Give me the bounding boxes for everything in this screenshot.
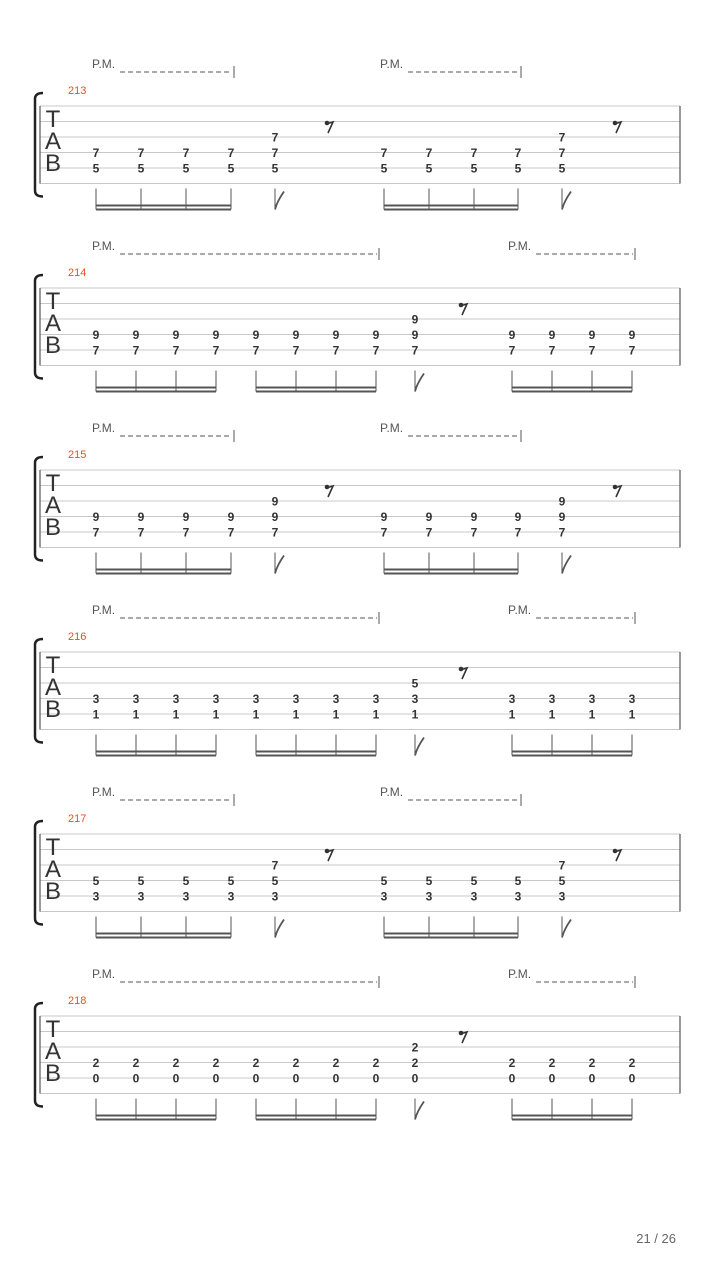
fret-number: 5 — [182, 161, 190, 176]
note-flag — [562, 192, 571, 210]
fret-number: 5 — [411, 676, 419, 691]
fret-number: 7 — [558, 858, 566, 873]
system-bracket — [35, 821, 43, 925]
palm-mute-label: P.M. — [92, 239, 116, 253]
fret-number: 9 — [132, 328, 140, 342]
fret-number: 3 — [271, 889, 279, 904]
fret-number: 0 — [411, 1071, 419, 1086]
fret-number: 0 — [92, 1071, 100, 1086]
measure-number: 218 — [68, 995, 87, 1007]
fret-number: 3 — [252, 692, 260, 706]
fret-number: 2 — [212, 1056, 220, 1070]
fret-number: 7 — [380, 146, 388, 160]
fret-number: 1 — [548, 707, 556, 722]
fret-number: 3 — [132, 692, 140, 706]
fret-number: 3 — [508, 692, 516, 706]
system-bracket — [35, 1003, 43, 1107]
fret-number: 7 — [271, 858, 279, 873]
tab-clef-letter: B — [44, 150, 62, 177]
fret-number: 9 — [92, 328, 100, 342]
tab-clef-letter: T — [45, 652, 61, 679]
fret-number: 1 — [588, 707, 596, 722]
fret-number: 2 — [548, 1056, 556, 1070]
fret-number: 7 — [182, 146, 190, 160]
fret-number: 7 — [588, 343, 596, 358]
fret-number: 0 — [628, 1071, 636, 1086]
fret-number: 9 — [628, 328, 636, 342]
fret-number: 9 — [182, 510, 190, 524]
fret-number: 5 — [380, 161, 388, 176]
page-number: 21 / 26 — [636, 1231, 676, 1246]
fret-number: 9 — [252, 328, 260, 342]
tab-clef-letter: B — [44, 696, 62, 723]
system-bracket — [35, 639, 43, 743]
fret-number: 0 — [332, 1071, 340, 1086]
fret-number: 5 — [425, 161, 433, 176]
measure-number: 217 — [68, 813, 87, 825]
fret-number: 2 — [172, 1056, 180, 1070]
fret-number: 9 — [508, 328, 516, 342]
fret-number: 9 — [588, 328, 596, 342]
fret-number: 7 — [182, 525, 190, 540]
note-flag — [275, 556, 284, 574]
fret-number: 1 — [212, 707, 220, 722]
fret-number: 7 — [212, 343, 220, 358]
fret-number: 7 — [271, 525, 279, 540]
tab-clef-letter: A — [44, 128, 62, 155]
fret-number: 2 — [411, 1040, 419, 1055]
fret-number: 2 — [132, 1056, 140, 1070]
fret-number: 0 — [212, 1071, 220, 1086]
fret-number: 7 — [227, 146, 235, 160]
fret-number: 3 — [548, 692, 556, 706]
fret-number: 5 — [380, 874, 388, 888]
fret-number: 9 — [380, 510, 388, 524]
fret-number: 0 — [588, 1071, 596, 1086]
fret-number: 7 — [425, 525, 433, 540]
fret-number: 2 — [628, 1056, 636, 1070]
tab-clef-letter: T — [45, 106, 61, 133]
tab-clef-letter: B — [44, 332, 62, 359]
fret-number: 9 — [411, 328, 419, 342]
fret-number: 0 — [252, 1071, 260, 1086]
eighth-rest — [614, 850, 621, 861]
fret-number: 3 — [92, 889, 100, 904]
fret-number: 5 — [514, 874, 522, 888]
fret-number: 2 — [588, 1056, 596, 1070]
fret-number: 7 — [380, 525, 388, 540]
fret-number: 9 — [372, 328, 380, 342]
palm-mute-label: P.M. — [508, 967, 532, 981]
fret-number: 7 — [425, 146, 433, 160]
tab-system-217 — [35, 785, 680, 938]
fret-number: 7 — [514, 525, 522, 540]
fret-number: 3 — [628, 692, 636, 706]
fret-number: 1 — [372, 707, 380, 722]
tab-system-214 — [35, 239, 680, 392]
fret-number: 1 — [628, 707, 636, 722]
fret-number: 7 — [137, 146, 145, 160]
system-bracket — [35, 93, 43, 197]
fret-number: 7 — [372, 343, 380, 358]
palm-mute-label: P.M. — [92, 421, 116, 435]
fret-number: 9 — [514, 510, 522, 524]
fret-number: 2 — [92, 1056, 100, 1070]
fret-number: 3 — [137, 889, 145, 904]
fret-number: 7 — [92, 146, 100, 160]
fret-number: 0 — [372, 1071, 380, 1086]
tab-clef-letter: B — [44, 1060, 62, 1087]
tab-clef-letter: T — [45, 470, 61, 497]
fret-number: 1 — [252, 707, 260, 722]
palm-mute-label: P.M. — [508, 603, 532, 617]
measure-number: 216 — [68, 631, 87, 643]
fret-number: 9 — [411, 312, 419, 327]
fret-number: 2 — [252, 1056, 260, 1070]
fret-number: 9 — [425, 510, 433, 524]
fret-number: 7 — [558, 130, 566, 145]
palm-mute-label: P.M. — [92, 967, 116, 981]
fret-number: 1 — [292, 707, 300, 722]
fret-number: 9 — [227, 510, 235, 524]
fret-number: 0 — [132, 1071, 140, 1086]
palm-mute-label: P.M. — [92, 57, 116, 71]
fret-number: 7 — [470, 146, 478, 160]
fret-number: 1 — [172, 707, 180, 722]
fret-number: 3 — [212, 692, 220, 706]
system-bracket — [35, 275, 43, 379]
fret-number: 0 — [508, 1071, 516, 1086]
fret-number: 2 — [508, 1056, 516, 1070]
fret-number: 3 — [372, 692, 380, 706]
fret-number: 5 — [227, 161, 235, 176]
palm-mute-label: P.M. — [380, 421, 404, 435]
fret-number: 5 — [92, 161, 100, 176]
note-flag — [562, 556, 571, 574]
tab-clef-letter: A — [44, 856, 62, 883]
fret-number: 5 — [470, 874, 478, 888]
palm-mute-label: P.M. — [92, 603, 116, 617]
eighth-rest — [460, 1032, 467, 1043]
tab-clef-letter: T — [45, 288, 61, 315]
fret-number: 5 — [92, 874, 100, 888]
tab-system-213 — [35, 57, 680, 210]
fret-number: 0 — [292, 1071, 300, 1086]
system-bracket — [35, 457, 43, 561]
eighth-rest — [614, 122, 621, 133]
eighth-rest — [326, 122, 333, 133]
fret-number: 7 — [558, 525, 566, 540]
tab-system-216 — [35, 603, 680, 756]
eighth-rest — [460, 668, 467, 679]
note-flag — [275, 920, 284, 938]
note-flag — [275, 192, 284, 210]
note-flag — [415, 374, 424, 392]
fret-number: 5 — [137, 874, 145, 888]
fret-number: 3 — [514, 889, 522, 904]
fret-number: 5 — [425, 874, 433, 888]
fret-number: 1 — [508, 707, 516, 722]
fret-number: 3 — [292, 692, 300, 706]
eighth-rest — [614, 486, 621, 497]
tab-clef-letter: A — [44, 492, 62, 519]
tab-clef-letter: A — [44, 310, 62, 337]
fret-number: 9 — [137, 510, 145, 524]
fret-number: 2 — [411, 1056, 419, 1070]
tab-clef-letter: B — [44, 878, 62, 905]
fret-number: 3 — [425, 889, 433, 904]
fret-number: 7 — [292, 343, 300, 358]
fret-number: 3 — [588, 692, 596, 706]
fret-number: 7 — [172, 343, 180, 358]
fret-number: 3 — [227, 889, 235, 904]
fret-number: 7 — [271, 146, 279, 160]
fret-number: 5 — [182, 874, 190, 888]
fret-number: 7 — [470, 525, 478, 540]
fret-number: 7 — [411, 343, 419, 358]
eighth-rest — [326, 850, 333, 861]
fret-number: 2 — [332, 1056, 340, 1070]
note-flag — [415, 1102, 424, 1120]
fret-number: 1 — [92, 707, 100, 722]
fret-number: 5 — [558, 874, 566, 888]
fret-number: 1 — [332, 707, 340, 722]
fret-number: 1 — [411, 707, 419, 722]
fret-number: 3 — [182, 889, 190, 904]
measure-number: 213 — [68, 85, 87, 97]
fret-number: 5 — [514, 161, 522, 176]
fret-number: 9 — [558, 510, 566, 524]
fret-number: 7 — [558, 146, 566, 160]
fret-number: 0 — [548, 1071, 556, 1086]
tab-system-218 — [35, 967, 680, 1120]
fret-number: 2 — [292, 1056, 300, 1070]
fret-number: 7 — [252, 343, 260, 358]
fret-number: 1 — [132, 707, 140, 722]
tab-clef-letter: T — [45, 1016, 61, 1043]
note-flag — [562, 920, 571, 938]
fret-number: 9 — [92, 510, 100, 524]
fret-number: 9 — [558, 494, 566, 509]
fret-number: 7 — [132, 343, 140, 358]
palm-mute-label: P.M. — [92, 785, 116, 799]
fret-number: 7 — [332, 343, 340, 358]
fret-number: 5 — [470, 161, 478, 176]
fret-number: 3 — [332, 692, 340, 706]
palm-mute-label: P.M. — [380, 785, 404, 799]
fret-number: 7 — [508, 343, 516, 358]
palm-mute-label: P.M. — [380, 57, 404, 71]
fret-number: 7 — [271, 130, 279, 145]
fret-number: 5 — [558, 161, 566, 176]
fret-number: 7 — [548, 343, 556, 358]
fret-number: 9 — [292, 328, 300, 342]
tab-clef-letter: A — [44, 674, 62, 701]
fret-number: 3 — [172, 692, 180, 706]
measure-number: 215 — [68, 449, 87, 461]
fret-number: 3 — [92, 692, 100, 706]
fret-number: 5 — [271, 874, 279, 888]
eighth-rest — [460, 304, 467, 315]
fret-number: 2 — [372, 1056, 380, 1070]
fret-number: 0 — [172, 1071, 180, 1086]
palm-mute-label: P.M. — [508, 239, 532, 253]
tab-clef-letter: A — [44, 1038, 62, 1065]
fret-number: 3 — [470, 889, 478, 904]
fret-number: 7 — [92, 525, 100, 540]
tab-clef-letter: B — [44, 514, 62, 541]
fret-number: 9 — [332, 328, 340, 342]
fret-number: 7 — [227, 525, 235, 540]
fret-number: 9 — [271, 494, 279, 509]
fret-number: 7 — [628, 343, 636, 358]
fret-number: 5 — [271, 161, 279, 176]
fret-number: 7 — [92, 343, 100, 358]
fret-number: 3 — [558, 889, 566, 904]
fret-number: 9 — [548, 328, 556, 342]
fret-number: 7 — [514, 146, 522, 160]
fret-number: 9 — [470, 510, 478, 524]
fret-number: 3 — [380, 889, 388, 904]
tab-system-215 — [35, 421, 680, 574]
fret-number: 9 — [212, 328, 220, 342]
fret-number: 5 — [227, 874, 235, 888]
note-flag — [415, 738, 424, 756]
fret-number: 7 — [137, 525, 145, 540]
fret-number: 9 — [172, 328, 180, 342]
eighth-rest — [326, 486, 333, 497]
fret-number: 3 — [411, 692, 419, 706]
tab-clef-letter: T — [45, 834, 61, 861]
measure-number: 214 — [68, 267, 87, 279]
fret-number: 5 — [137, 161, 145, 176]
fret-number: 9 — [271, 510, 279, 524]
